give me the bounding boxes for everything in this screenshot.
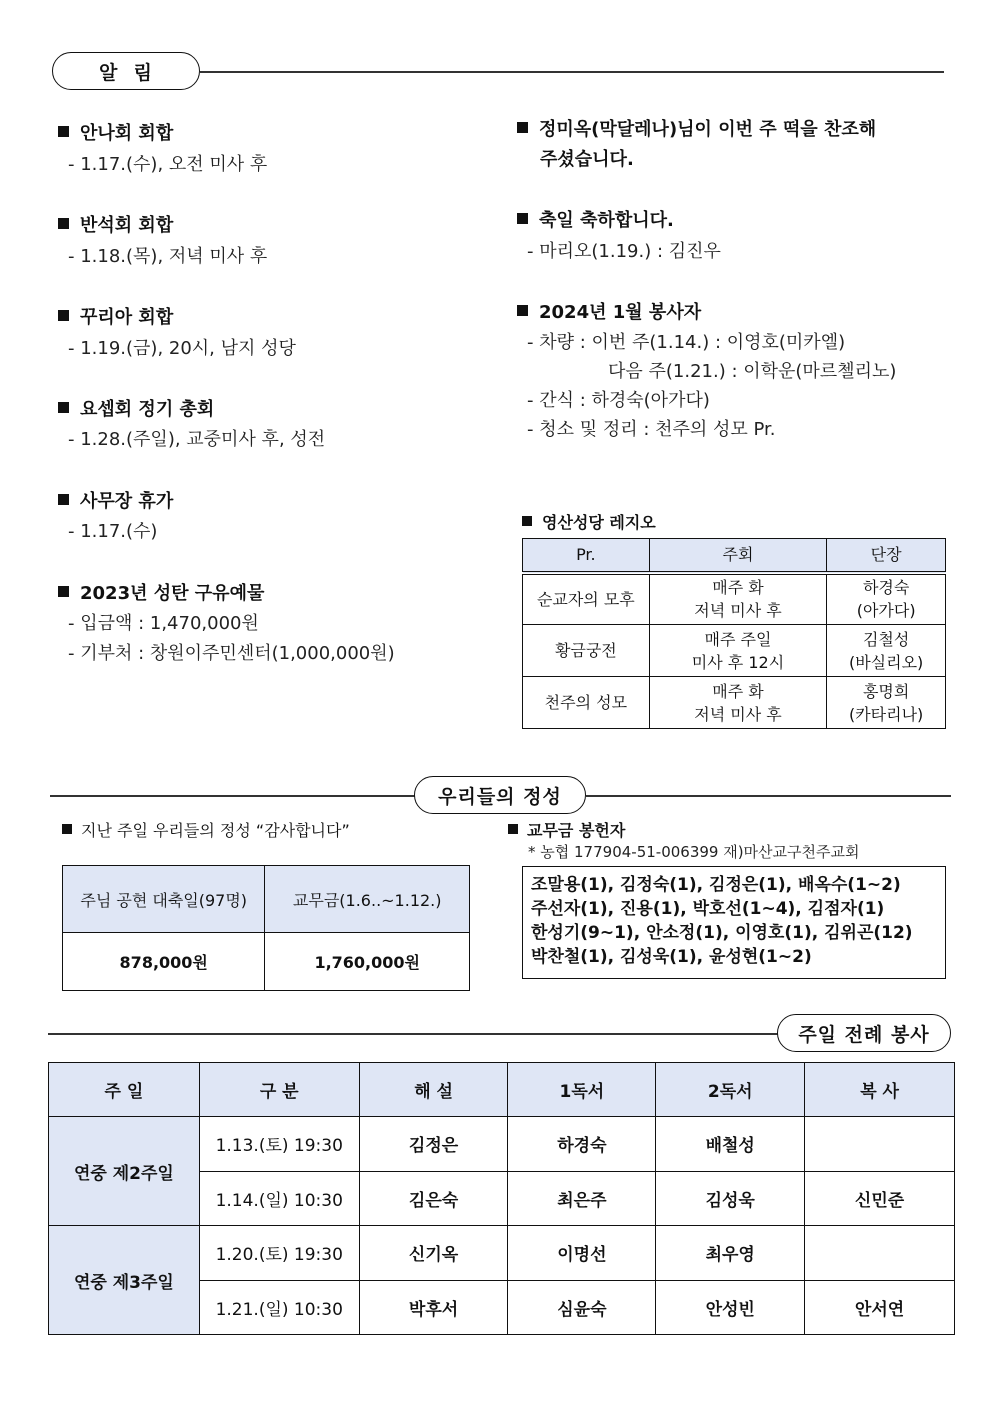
notices-header bbox=[52, 52, 200, 90]
donor-line: 한성기(9~1), 안소정(1), 이영호(1), 김위곤(12) bbox=[531, 923, 913, 943]
bullet-square-icon bbox=[517, 305, 528, 316]
liturgy-slot: 1.14.(일) 10:30 bbox=[199, 1171, 359, 1226]
liturgy-header-row bbox=[49, 1063, 955, 1117]
bullet-square-icon bbox=[508, 824, 518, 834]
legio-header-row bbox=[523, 539, 946, 573]
legio-leader: 김철성 (바실리오) bbox=[827, 625, 946, 677]
notice-line: - 1.19.(금), 20시, 남지 성당 bbox=[68, 338, 296, 359]
liturgy-server: 신민준 bbox=[805, 1171, 955, 1226]
notice-title-continued: 주셨습니다. bbox=[540, 149, 634, 170]
legio-table bbox=[522, 538, 946, 729]
notice-line: - 1.28.(주일), 교중미사 후, 성전 bbox=[68, 429, 326, 450]
legio-row bbox=[523, 573, 946, 625]
bullet-square-icon bbox=[58, 310, 69, 321]
liturgy-row bbox=[49, 1226, 955, 1281]
donor-list bbox=[522, 866, 946, 979]
liturgy-header-label: 주일 전례 봉사 bbox=[798, 1023, 930, 1046]
notices-header-label: 알 림 bbox=[99, 61, 153, 84]
donor-line: 주선자(1), 진용(1), 박호선(1~4), 김점자(1) bbox=[531, 899, 885, 919]
liturgy-header bbox=[777, 1014, 951, 1052]
notice-title: 2024년 1월 봉사자 bbox=[517, 298, 701, 324]
liturgy-reading2: 최우영 bbox=[656, 1226, 805, 1281]
notice-title: 2023년 성탄 구유예물 bbox=[58, 579, 264, 605]
liturgy-reading2: 배철성 bbox=[656, 1117, 805, 1172]
legio-meeting: 매주 주일 미사 후 12시 bbox=[649, 625, 827, 677]
donor-line: 조말용(1), 김정숙(1), 김정은(1), 배옥수(1~2) bbox=[531, 875, 901, 895]
notice-title: 정미옥(막달레나)님이 이번 주 떡을 찬조해 bbox=[517, 115, 876, 141]
notice-title: 축일 축하합니다. bbox=[517, 206, 674, 232]
divider bbox=[586, 795, 951, 797]
bank-account: * 농협 177904-51-006399 재)마산교구천주교회 bbox=[528, 843, 860, 861]
legio-pr: 천주의 성모 bbox=[523, 677, 650, 729]
offering-left-title: 지난 주일 우리들의 정성 “감사합니다” bbox=[62, 818, 350, 841]
liturgy-week: 연중 제3주일 bbox=[49, 1226, 200, 1335]
liturgy-slot: 1.20.(토) 19:30 bbox=[199, 1226, 359, 1281]
offering-header-label: 우리들의 정성 bbox=[438, 785, 562, 808]
notice-title: 안나회 회합 bbox=[58, 119, 173, 145]
liturgy-reading2: 안성빈 bbox=[656, 1280, 805, 1335]
bullet-square-icon bbox=[522, 516, 532, 526]
legio-leader: 홍명희 (카타리나) bbox=[827, 677, 946, 729]
notice-line: - 차량 : 이번 주(1.14.) : 이영호(미카엘) bbox=[527, 332, 846, 353]
legio-row bbox=[523, 625, 946, 677]
liturgy-col-reading2: 2독서 bbox=[656, 1063, 805, 1117]
notice-line: - 간식 : 하경숙(아가다) bbox=[527, 390, 710, 411]
liturgy-commentator: 박후서 bbox=[359, 1280, 508, 1335]
liturgy-slot: 1.13.(토) 19:30 bbox=[199, 1117, 359, 1172]
notice-line: - 입금액 : 1,470,000원 bbox=[68, 613, 259, 634]
notice-title: 사무장 휴가 bbox=[58, 487, 173, 513]
bullet-square-icon bbox=[517, 213, 528, 224]
liturgy-col-week: 주 일 bbox=[49, 1063, 200, 1117]
liturgy-slot: 1.21.(일) 10:30 bbox=[199, 1280, 359, 1335]
legio-row bbox=[523, 677, 946, 729]
liturgy-reading2: 김성욱 bbox=[656, 1171, 805, 1226]
offering-table bbox=[62, 865, 470, 991]
legio-meeting: 매주 화 저녁 미사 후 bbox=[649, 573, 827, 625]
notice-title: 요셉회 정기 총회 bbox=[58, 395, 214, 421]
legio-col-meeting: 주회 bbox=[649, 539, 827, 573]
legio-col-pr: Pr. bbox=[523, 539, 650, 573]
divider bbox=[200, 71, 944, 73]
liturgy-reading1: 최은주 bbox=[508, 1171, 656, 1226]
liturgy-table bbox=[48, 1062, 955, 1335]
bullet-square-icon bbox=[58, 586, 69, 597]
offering-sunday-amount: 878,000원 bbox=[63, 933, 265, 991]
liturgy-server bbox=[805, 1226, 955, 1281]
legio-pr: 순교자의 모후 bbox=[523, 573, 650, 625]
liturgy-commentator: 김정은 bbox=[359, 1117, 508, 1172]
legio-title: 영산성당 레지오 bbox=[522, 510, 656, 533]
liturgy-server: 안서연 bbox=[805, 1280, 955, 1335]
bullet-square-icon bbox=[517, 122, 528, 133]
notice-title: 꾸리아 회합 bbox=[58, 303, 173, 329]
offering-header-row bbox=[63, 866, 470, 933]
liturgy-row bbox=[49, 1117, 955, 1172]
liturgy-col-server: 복 사 bbox=[805, 1063, 955, 1117]
liturgy-commentator: 신기옥 bbox=[359, 1226, 508, 1281]
notice-line: 다음 주(1.21.) : 이학운(마르첼리노) bbox=[608, 361, 897, 382]
notice-line: - 1.17.(수), 오전 미사 후 bbox=[68, 154, 268, 175]
legio-col-leader: 단장 bbox=[827, 539, 946, 573]
bullet-square-icon bbox=[58, 402, 69, 413]
notice-line: - 청소 및 정리 : 천주의 성모 Pr. bbox=[527, 419, 776, 440]
legio-meeting: 매주 화 저녁 미사 후 bbox=[649, 677, 827, 729]
divider bbox=[48, 1033, 779, 1035]
legio-leader: 하경숙 (아가다) bbox=[827, 573, 946, 625]
liturgy-week: 연중 제2주일 bbox=[49, 1117, 200, 1226]
bullet-square-icon bbox=[58, 494, 69, 505]
donors-title: 교무금 봉헌자 bbox=[508, 818, 625, 841]
notice-title: 반석회 회합 bbox=[58, 211, 173, 237]
liturgy-col-slot: 구 분 bbox=[199, 1063, 359, 1117]
offering-value-row bbox=[63, 933, 470, 991]
liturgy-reading1: 하경숙 bbox=[508, 1117, 656, 1172]
offering-col-sunday: 주님 공현 대축일(97명) bbox=[63, 866, 265, 933]
liturgy-reading1: 이명선 bbox=[508, 1226, 656, 1281]
liturgy-commentator: 김은숙 bbox=[359, 1171, 508, 1226]
legio-pr: 황금궁전 bbox=[523, 625, 650, 677]
donor-line: 박찬철(1), 김성욱(1), 윤성현(1~2) bbox=[531, 947, 812, 967]
notice-line: - 1.18.(목), 저녁 미사 후 bbox=[68, 246, 268, 267]
offering-header bbox=[414, 776, 586, 814]
offering-dues-amount: 1,760,000원 bbox=[265, 933, 470, 991]
notice-line: - 마리오(1.19.) : 김진우 bbox=[527, 241, 721, 262]
liturgy-reading1: 심윤숙 bbox=[508, 1280, 656, 1335]
bullet-square-icon bbox=[62, 824, 72, 834]
divider bbox=[50, 795, 416, 797]
notice-line: - 1.17.(수) bbox=[68, 521, 158, 542]
offering-col-dues: 교무금(1.6..~1.12.) bbox=[265, 866, 470, 933]
liturgy-server bbox=[805, 1117, 955, 1172]
notice-line: - 기부처 : 창원이주민센터(1,000,000원) bbox=[68, 643, 395, 664]
bullet-square-icon bbox=[58, 126, 69, 137]
liturgy-col-commentator: 해 설 bbox=[359, 1063, 508, 1117]
liturgy-col-reading1: 1독서 bbox=[508, 1063, 656, 1117]
bullet-square-icon bbox=[58, 218, 69, 229]
